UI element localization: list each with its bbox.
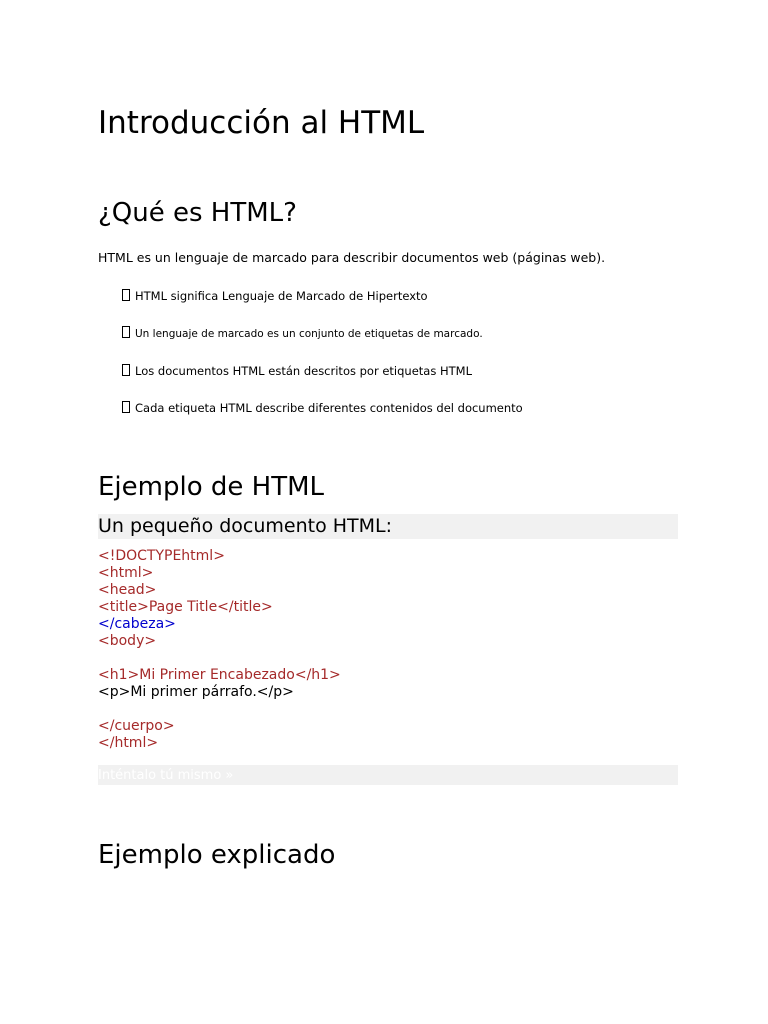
code-line: <!DOCTYPEhtml>: [98, 548, 225, 564]
code-line: </cabeza>: [98, 616, 176, 632]
try-it-yourself-link[interactable]: Inténtalo tú mismo »: [98, 768, 234, 783]
code-line: </html>: [98, 735, 159, 751]
example-title-bar: [98, 514, 678, 539]
tryit-bar: [98, 765, 678, 785]
bullet-box-icon: [122, 364, 130, 376]
code-line: <title>Page Title</title>: [98, 599, 273, 615]
bullet-box-icon: [122, 326, 130, 338]
code-line: [98, 650, 341, 667]
code-line: <h1>Mi Primer Encabezado</h1>: [98, 667, 341, 683]
code-line: <html>: [98, 565, 154, 581]
code-line: <body>: [98, 633, 157, 649]
list-item-text: Cada etiqueta HTML describe diferentes contenidos del documento: [135, 401, 523, 415]
section-heading-html-example: Ejemplo de HTML: [98, 472, 324, 502]
code-line: [98, 701, 341, 718]
list-item: [122, 288, 428, 304]
code-line: </cuerpo>: [98, 718, 175, 734]
bullet-box-icon: [122, 401, 130, 413]
page-title: Introducción al HTML: [98, 105, 425, 141]
code-block: [98, 548, 341, 752]
list-item-text: Los documentos HTML están descritos por etiquetas HTML: [135, 364, 472, 378]
list-item: [122, 400, 523, 416]
list-item: [122, 326, 483, 342]
bullet-box-icon: [122, 289, 130, 301]
code-line: <p>Mi primer párrafo.</p>: [98, 684, 294, 700]
intro-paragraph: HTML es un lenguaje de marcado para describir documentos web (páginas web).: [98, 250, 606, 265]
code-line: <head>: [98, 582, 157, 598]
section-heading-example-explained: Ejemplo explicado: [98, 840, 336, 870]
list-item: [122, 363, 472, 379]
list-item-text: HTML significa Lenguaje de Marcado de Hipertexto: [135, 289, 428, 303]
section-heading-what-is-html: ¿Qué es HTML?: [98, 198, 297, 228]
example-title: Un pequeño documento HTML:: [98, 515, 393, 537]
list-item-text: Un lenguaje de marcado es un conjunto de etiquetas de marcado.: [135, 328, 483, 340]
